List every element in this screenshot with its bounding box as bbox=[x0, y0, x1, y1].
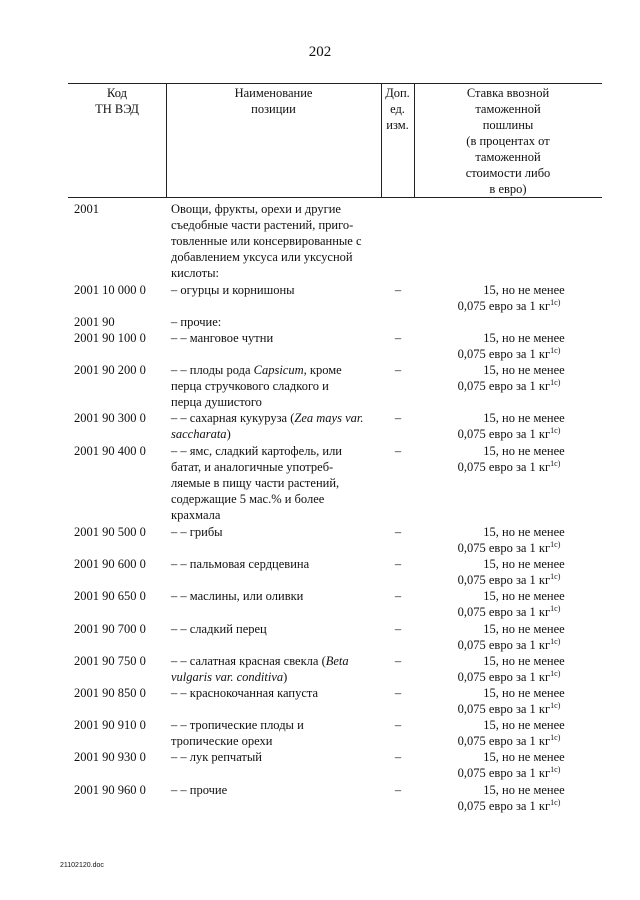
rate-line1: 15, но не менее bbox=[483, 363, 565, 377]
rate-line2 bbox=[416, 459, 602, 475]
row-name-line: батат, и аналогичные употреб- bbox=[171, 460, 334, 474]
row-rate bbox=[416, 717, 602, 749]
header-unit-line1: Доп. bbox=[385, 86, 410, 100]
row-rate bbox=[416, 588, 602, 620]
footnote-mark: 1с) bbox=[550, 669, 561, 678]
rate-amount: 0,075 евро за 1 кг bbox=[457, 427, 551, 441]
row-name-text: – – салатная красная свекла ( bbox=[171, 654, 326, 668]
header-rate-line1: Ставка ввозной bbox=[466, 86, 550, 100]
rate-line1: 15, но не менее bbox=[483, 557, 565, 571]
page-number: 202 bbox=[308, 44, 332, 60]
footnote-mark: 1с) bbox=[550, 426, 561, 435]
footnote-mark: 1с) bbox=[550, 765, 561, 774]
row-name: – – маслины, или оливки bbox=[171, 589, 304, 603]
rate-line1: 15, но не менее bbox=[483, 654, 565, 668]
row-unit: – bbox=[394, 525, 402, 539]
rate-line1: 15, но не менее bbox=[483, 718, 565, 732]
row-name-line bbox=[171, 410, 381, 426]
row-name-line bbox=[171, 653, 381, 669]
row-name bbox=[171, 717, 381, 749]
row-name: – – лук репчатый bbox=[171, 750, 262, 764]
row-unit: – bbox=[394, 411, 402, 425]
footnote-mark: 1с) bbox=[550, 798, 561, 807]
rate-amount: 0,075 евро за 1 кг bbox=[457, 460, 551, 474]
rate-line2 bbox=[416, 669, 602, 685]
row-code: 2001 90 930 0 bbox=[74, 750, 146, 764]
row-code: 2001 90 bbox=[74, 315, 115, 329]
row-name: – – сладкий перец bbox=[171, 622, 267, 636]
rate-line1: 15, но не менее bbox=[483, 331, 565, 345]
footnote-mark: 1с) bbox=[550, 459, 561, 468]
footnote-mark: 1с) bbox=[550, 540, 561, 549]
rate-amount: 0,075 евро за 1 кг bbox=[457, 638, 551, 652]
header-rate-line5: таможенной bbox=[475, 150, 541, 164]
row-name bbox=[171, 410, 381, 442]
row-code: 2001 90 500 0 bbox=[74, 525, 146, 539]
rate-line1: 15, но не менее bbox=[483, 686, 565, 700]
row-name-text: ) bbox=[226, 427, 231, 441]
row-name-text: ) bbox=[283, 670, 288, 684]
table-top-rule bbox=[68, 83, 602, 84]
rate-line1: 15, но не менее bbox=[483, 525, 565, 539]
row-name-line: Овощи, фрукты, орехи и другие bbox=[171, 202, 341, 216]
header-unit bbox=[381, 85, 414, 133]
row-name-line bbox=[171, 426, 381, 442]
row-unit: – bbox=[394, 557, 402, 571]
row-rate bbox=[416, 330, 602, 362]
header-code-line1: Код bbox=[107, 86, 127, 100]
header-bottom-rule bbox=[68, 197, 602, 198]
row-rate bbox=[416, 653, 602, 685]
latin-term: vulgaris var. conditiva bbox=[171, 670, 284, 684]
header-code-line2: ТН ВЭД bbox=[95, 102, 139, 116]
row-name-line: тропические орехи bbox=[171, 734, 273, 748]
row-unit: – bbox=[394, 363, 402, 377]
header-rate-line2: таможенной bbox=[475, 102, 541, 116]
row-name: – – краснокочанная капуста bbox=[171, 686, 319, 700]
rate-line2 bbox=[416, 701, 602, 717]
row-name-line: товленные или консервированные с bbox=[171, 234, 362, 248]
row-name: – прочие: bbox=[171, 315, 222, 329]
row-name-line: кислоты: bbox=[171, 266, 219, 280]
row-code: 2001 90 400 0 bbox=[74, 444, 146, 458]
rate-line1: 15, но не менее bbox=[483, 444, 565, 458]
row-name-line: перца душистого bbox=[171, 395, 262, 409]
row-name-line: съедобные части растений, приго- bbox=[171, 218, 354, 232]
row-name bbox=[171, 653, 381, 685]
footnote-mark: 1с) bbox=[550, 733, 561, 742]
row-rate bbox=[416, 749, 602, 781]
row-name-line bbox=[171, 669, 381, 685]
header-rate bbox=[414, 85, 602, 197]
rate-amount: 0,075 евро за 1 кг bbox=[457, 766, 551, 780]
row-code: 2001 90 100 0 bbox=[74, 331, 146, 345]
row-rate bbox=[416, 685, 602, 717]
header-code bbox=[68, 85, 166, 117]
rate-line2 bbox=[416, 378, 602, 394]
rate-amount: 0,075 евро за 1 кг bbox=[457, 799, 551, 813]
row-code: 2001 90 910 0 bbox=[74, 718, 146, 732]
row-unit: – bbox=[394, 589, 402, 603]
row-name-line: – – тропические плоды и bbox=[171, 718, 304, 732]
rate-amount: 0,075 евро за 1 кг bbox=[457, 573, 551, 587]
row-name-text: – – плоды рода bbox=[171, 363, 254, 377]
header-rate-line6: стоимости либо bbox=[465, 166, 551, 180]
row-unit: – bbox=[394, 686, 402, 700]
rate-line1: 15, но не менее bbox=[483, 750, 565, 764]
row-name: – – пальмовая сердцевина bbox=[171, 557, 310, 571]
row-name-line: перца стручкового сладкого и bbox=[171, 379, 329, 393]
footnote-mark: 1с) bbox=[550, 572, 561, 581]
row-name-line: содержащие 5 мас.% и более bbox=[171, 492, 325, 506]
rate-line2 bbox=[416, 765, 602, 781]
row-unit: – bbox=[394, 783, 402, 797]
row-name: – – прочие bbox=[171, 783, 228, 797]
header-unit-line3: изм. bbox=[386, 118, 409, 132]
row-code: 2001 bbox=[74, 202, 99, 216]
header-name bbox=[166, 85, 381, 117]
row-name-line bbox=[171, 362, 381, 378]
rate-line2 bbox=[416, 572, 602, 588]
rate-amount: 0,075 евро за 1 кг bbox=[457, 347, 551, 361]
row-unit: – bbox=[394, 444, 402, 458]
rate-line2 bbox=[416, 540, 602, 556]
rate-amount: 0,075 евро за 1 кг bbox=[457, 734, 551, 748]
footnote-mark: 1с) bbox=[550, 378, 561, 387]
rate-line2 bbox=[416, 733, 602, 749]
row-name-line: добавлением уксуса или уксусной bbox=[171, 250, 353, 264]
row-name bbox=[171, 362, 381, 410]
row-rate bbox=[416, 524, 602, 556]
rate-amount: 0,075 евро за 1 кг bbox=[457, 299, 551, 313]
row-unit: – bbox=[394, 331, 402, 345]
row-name-line: крахмала bbox=[171, 508, 221, 522]
rate-amount: 0,075 евро за 1 кг bbox=[457, 605, 551, 619]
row-code: 2001 90 960 0 bbox=[74, 783, 146, 797]
rate-line2 bbox=[416, 426, 602, 442]
row-code: 2001 90 600 0 bbox=[74, 557, 146, 571]
rate-amount: 0,075 евро за 1 кг bbox=[457, 702, 551, 716]
header-unit-line2: ед. bbox=[390, 102, 405, 116]
row-rate bbox=[416, 556, 602, 588]
rate-line1: 15, но не менее bbox=[483, 411, 565, 425]
rate-line2 bbox=[416, 604, 602, 620]
row-unit: – bbox=[394, 718, 402, 732]
row-name: – огурцы и корнишоны bbox=[171, 283, 295, 297]
row-name bbox=[171, 443, 381, 523]
row-rate bbox=[416, 443, 602, 475]
row-name-text: – – сахарная кукуруза ( bbox=[171, 411, 295, 425]
row-rate bbox=[416, 282, 602, 314]
rate-line1: 15, но не менее bbox=[483, 589, 565, 603]
row-unit: – bbox=[394, 654, 402, 668]
row-name: – – грибы bbox=[171, 525, 223, 539]
rate-line2 bbox=[416, 346, 602, 362]
row-unit: – bbox=[394, 283, 402, 297]
row-code: 2001 90 650 0 bbox=[74, 589, 146, 603]
rate-line2 bbox=[416, 298, 602, 314]
rate-line2 bbox=[416, 637, 602, 653]
row-code: 2001 90 850 0 bbox=[74, 686, 146, 700]
header-name-line2: позиции bbox=[251, 102, 296, 116]
footnote-mark: 1с) bbox=[550, 298, 561, 307]
rate-amount: 0,075 евро за 1 кг bbox=[457, 379, 551, 393]
row-name: – – манговое чутни bbox=[171, 331, 274, 345]
header-rate-line7: в евро) bbox=[489, 182, 527, 196]
rate-line1: 15, но не менее bbox=[483, 783, 565, 797]
row-name-line: – – ямс, сладкий картофель, или bbox=[171, 444, 342, 458]
latin-term: saccharata bbox=[171, 427, 227, 441]
row-rate bbox=[416, 362, 602, 394]
row-code: 2001 90 300 0 bbox=[74, 411, 146, 425]
row-code: 2001 90 750 0 bbox=[74, 654, 146, 668]
row-unit: – bbox=[394, 750, 402, 764]
row-code: 2001 90 700 0 bbox=[74, 622, 146, 636]
row-code: 2001 10 000 0 bbox=[74, 283, 146, 297]
rate-amount: 0,075 евро за 1 кг bbox=[457, 541, 551, 555]
rate-amount: 0,075 евро за 1 кг bbox=[457, 670, 551, 684]
latin-term: Beta bbox=[325, 654, 349, 668]
file-name-footer: 21102120.doc bbox=[60, 862, 104, 869]
row-unit: – bbox=[394, 622, 402, 636]
latin-term: Zea mays var. bbox=[294, 411, 364, 425]
header-rate-line4: (в процентах от bbox=[466, 134, 550, 148]
footnote-mark: 1с) bbox=[550, 701, 561, 710]
header-rate-line3: пошлины bbox=[482, 118, 534, 132]
header-name-line1: Наименование bbox=[234, 86, 313, 100]
rate-line1: 15, но не менее bbox=[483, 622, 565, 636]
footnote-mark: 1с) bbox=[550, 346, 561, 355]
row-rate bbox=[416, 782, 602, 814]
row-name bbox=[171, 201, 381, 281]
rate-line2 bbox=[416, 798, 602, 814]
rate-line1: 15, но не менее bbox=[483, 283, 565, 297]
footnote-mark: 1с) bbox=[550, 604, 561, 613]
row-rate bbox=[416, 410, 602, 442]
row-name-line: ляемые в пищу части растений, bbox=[171, 476, 340, 490]
footnote-mark: 1с) bbox=[550, 637, 561, 646]
latin-term: Capsicum bbox=[253, 363, 304, 377]
row-rate bbox=[416, 621, 602, 653]
row-code: 2001 90 200 0 bbox=[74, 363, 146, 377]
row-name-text: , кроме bbox=[303, 363, 342, 377]
